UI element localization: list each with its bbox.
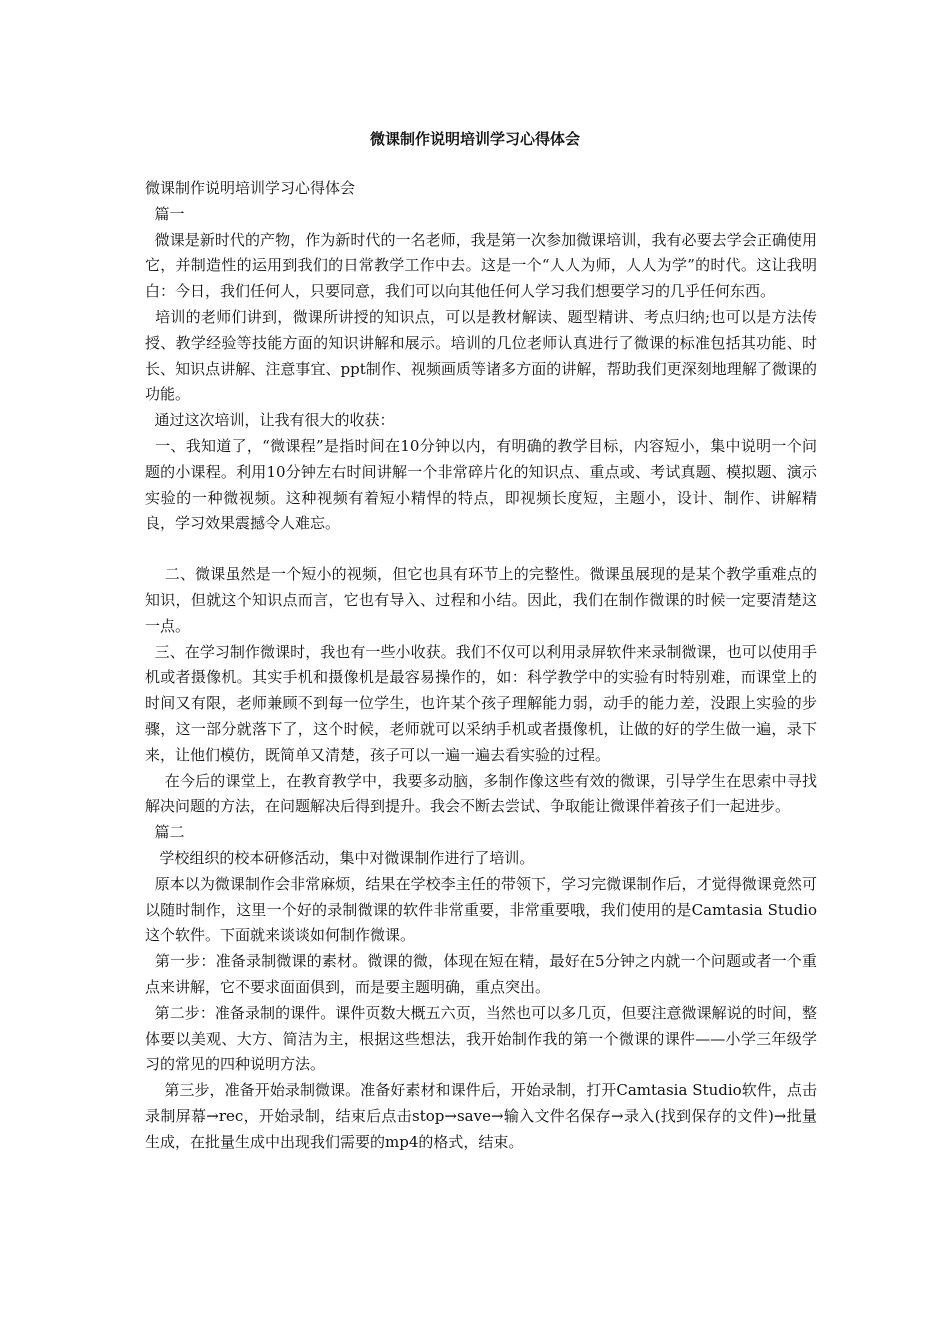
section-heading-part-two: 篇二 [145,823,185,842]
paragraph: 第二步：准备录制的课件。课件页数大概五六页，当然也可以多几页，但要注意微课解说的时间，整体要以美观、大方、简洁为主，根据这些想法，我开始制作我的第一个微课的课件——小学三年级学习的常见的四种说明方法。 [145,1003,817,1074]
subtitle-line: 微课制作说明培训学习心得体会 [145,179,356,197]
paragraph: 在今后的课堂上，在教育教学中，我要多动脑，多制作像这些有效的微课，引导学生在思索中寻找解决问题的方法，在问题解决后得到提升。我会不断去尝试、争取能让微课伴着孩子们一起进步。 [145,771,817,816]
paragraph: 培训的老师们讲到，微课所讲授的知识点，可以是教材解读、题型精讲、考点归纳;也可以是方法传授、教学经验等技能方面的知识讲解和展示。培训的几位老师认真进行了微课的标准包括其功能、时长、知识点讲解、注意事宜、ppt制作、视频画质等诸多方面的讲解，帮助我们更深刻地理解了微课的功能。 [145,307,817,404]
paragraph: 第三步，准备开始录制微课。准备好素材和课件后，开始录制，打开Camtasia Studio软件，点击录制屏幕→rec，开始录制，结束后点击stop→save→输入文件名保存→录入(找到保存的文件)→批量生成，在批量生成中出现我们需要的mp4的格式，结束。 [145,1081,817,1151]
paragraph: 一、我知道了，“微课程”是指时间在10分钟以内，有明确的教学目标，内容短小，集中说明一个问题的小课程。利用10分钟左右时间讲解一个非常碎片化的知识点、重点或、考试真题、模拟题、演示实验的一种微视频。这种视频有着短小精悍的特点，即视频长度短，主题小，设计、制作、讲解精良，学习效果震撼令人难忘。 [145,436,817,533]
section-heading-part-one: 篇一 [145,204,185,223]
document-body [145,176,817,1155]
paragraph: 微课是新时代的产物，作为新时代的一名老师，我是第一次参加微课培训，我有必要去学会正确使用它，并制造性的运用到我们的日常教学工作中去。这是一个“人人为师，人人为学”的时代。这让我明白：今日，我们任何人，只要同意，我们可以向其他任何人学习我们想要学习的几乎任何东西。 [145,230,817,301]
paragraph: 第一步：准备录制微课的素材。微课的微，体现在短在精，最好在5分钟之内就一个问题或者一个重点来讲解，它不要求面面俱到，而是要主题明确，重点突出。 [145,952,817,996]
blank-line [145,537,817,562]
paragraph: 三、在学习制作微课时，我也有一些小收获。我们不仅可以利用录屏软件来录制微课，也可以使用手机或者摄像机。其实手机和摄像机是最容易操作的，如：科学教学中的实验有时特别难，而课堂上的时间又有限，老师兼顾不到每一位学生，也许某个孩子理解能力弱，动手的能力差，没跟上实验的步骤，这一部分就落下了，这个时候，老师就可以采纳手机或者摄像机，让做的好的学生做一遍，录下来，让他们模仿，既简单又清楚，孩子可以一遍一遍去看实验的过程。 [145,642,817,764]
paragraph: 通过这次培训，让我有很大的收获： [145,411,395,430]
paragraph: 二、微课虽然是一个短小的视频，但它也具有环节上的完整性。微课虽展现的是某个教学重难点的知识，但就这个知识点而言，它也有导入、过程和小结。因此，我们在制作微课的时候一定要清楚这一点。 [145,565,817,635]
paragraph: 学校组织的校本研修活动，集中对微课制作进行了培训。 [145,848,535,867]
paragraph: 原本以为微课制作会非常麻烦，结果在学校李主任的带领下，学习完微课制作后，才觉得微课竟然可以随时制作，这里一个好的录制微课的软件非常重要，非常重要哦，我们使用的是Camtasia Studio这个软件。下面就来谈谈如何制作微课。 [145,874,817,945]
page-title: 微课制作说明培训学习心得体会 [369,130,580,148]
